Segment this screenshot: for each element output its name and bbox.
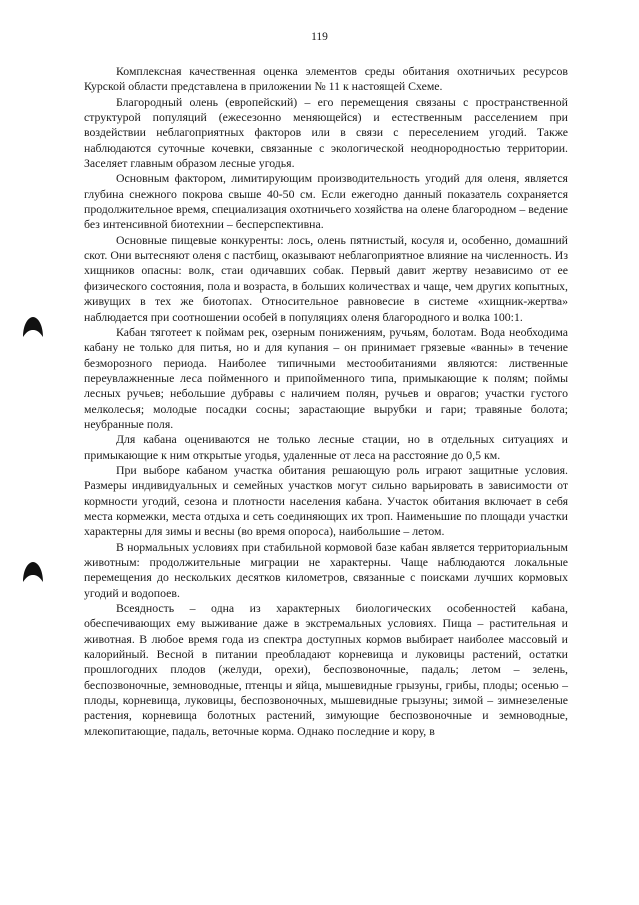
paragraph: Для кабана оцениваются не только лесные стации, но в отдельных ситуациях и примыкающие к ним открытые угодья, удаленные от леса на расстояние до 0,5 км. [84, 432, 568, 462]
paragraph: В нормальных условиях при стабильной кормовой базе кабан является территориальным животным: продолжительные миграции не характерны. Чаще наблюдаются локальные перемещения до нескольких десятков километров, связанные с поисками лучших кормовых угодий и водопоев. [84, 539, 568, 600]
paragraph: Комплексная качественная оценка элементов среды обитания охотничьих ресурсов Курской области представлена в приложении № 11 к настоящей Схеме. [84, 64, 568, 94]
punch-hole-mark [22, 315, 44, 339]
paragraph: Кабан тяготеет к поймам рек, озерным понижениям, ручьям, болотам. Вода необходима кабану не только для питья, но и для купания – он принимает грязевые «ванны» в течение безморозного периода. Наиболее типичными местообитаниями являются: лиственные переувлажненные леса пойменного и припойменного типа, примыкающие к полям; поймы лесных ручьев; небольшие дубравы с наличием полян, ручьев и оврагов; участки густого мелколесья; молодые посадки сосны; зарастающие вырубки и гари; травяные болота; неубранные поля. [84, 324, 568, 431]
punch-hole-mark [22, 560, 44, 584]
paragraph: Основным фактором, лимитирующим производительность угодий для оленя, является глубина снежного покрова свыше 40-50 см. Если ежегодно данный показатель сохраняется продолжительное время, специализация охотничьего хозяйства на олене благородном – ведение без интенсивной биотехнии – бесперспективна. [84, 171, 568, 232]
paragraph: Основные пищевые конкуренты: лось, олень пятнистый, косуля и, особенно, домашний скот. Они вытесняют оленя с пастбищ, оказывают неблагоприятное влияние на численность. Из хищников опасны: волк, стаи одичавших собак. Первый давит жертву независимо от ее физического состояния, пола и возраста, в больших количествах и чаще, чем других копытных, живущих в тех же биотопах. Относительное равновесие в системе «хищник-жертва» наблюдается при соотношении особей в популяциях оленя благородного и волка 100:1. [84, 232, 568, 324]
body-text [84, 64, 568, 739]
page-number: 119 [311, 31, 328, 43]
paragraph: При выборе кабаном участка обитания решающую роль играют защитные условия. Размеры индивидуальных и семейных участков могут сильно варьировать в зависимости от кормности угодий, сезона и плотности населения кабана. Участок обитания включает в себя места кормежки, места отдыха и сеть соединяющих их троп. Наименьшие по площади участки характерны для зимы и весны (во время опороса), наибольшие – летом. [84, 462, 568, 539]
paragraph: Благородный олень (европейский) – его перемещения связаны с пространственной структурой популяций (ежесезонно меняющейся) и естественным расселением при воздействии неблагоприятных факторов или в связи с переселением угодий. Также наблюдаются суточные кочевки, связанные с экологической неоднородностью территории. Заселяет главным образом лесные угодья. [84, 94, 568, 171]
paragraph: Всеядность – одна из характерных биологических особенностей кабана, обеспечивающих ему выживание даже в экстремальных условиях. Пища – растительная и животная. В любое время года из спектра доступных кормов выбирает наиболее массовый и калорийный. Весной в питании преобладают корневища и луковицы растений, остатки прошлогодних плодов (желуди, орехи), беспозвоночные, падаль; летом – зелень, беспозвоночные, земноводные, птенцы и яйца, мышевидные грызуны, грибы, плоды; осенью – плоды, корневища, луковицы, беспозвоночных, мышевидные грызуны; зимой – зимнезеленые растения, корневища болотных растений, зимующие беспозвоночные и земноводные, млекопитающие, падаль, веточные корма. Однако последние и кору, в [84, 601, 568, 738]
